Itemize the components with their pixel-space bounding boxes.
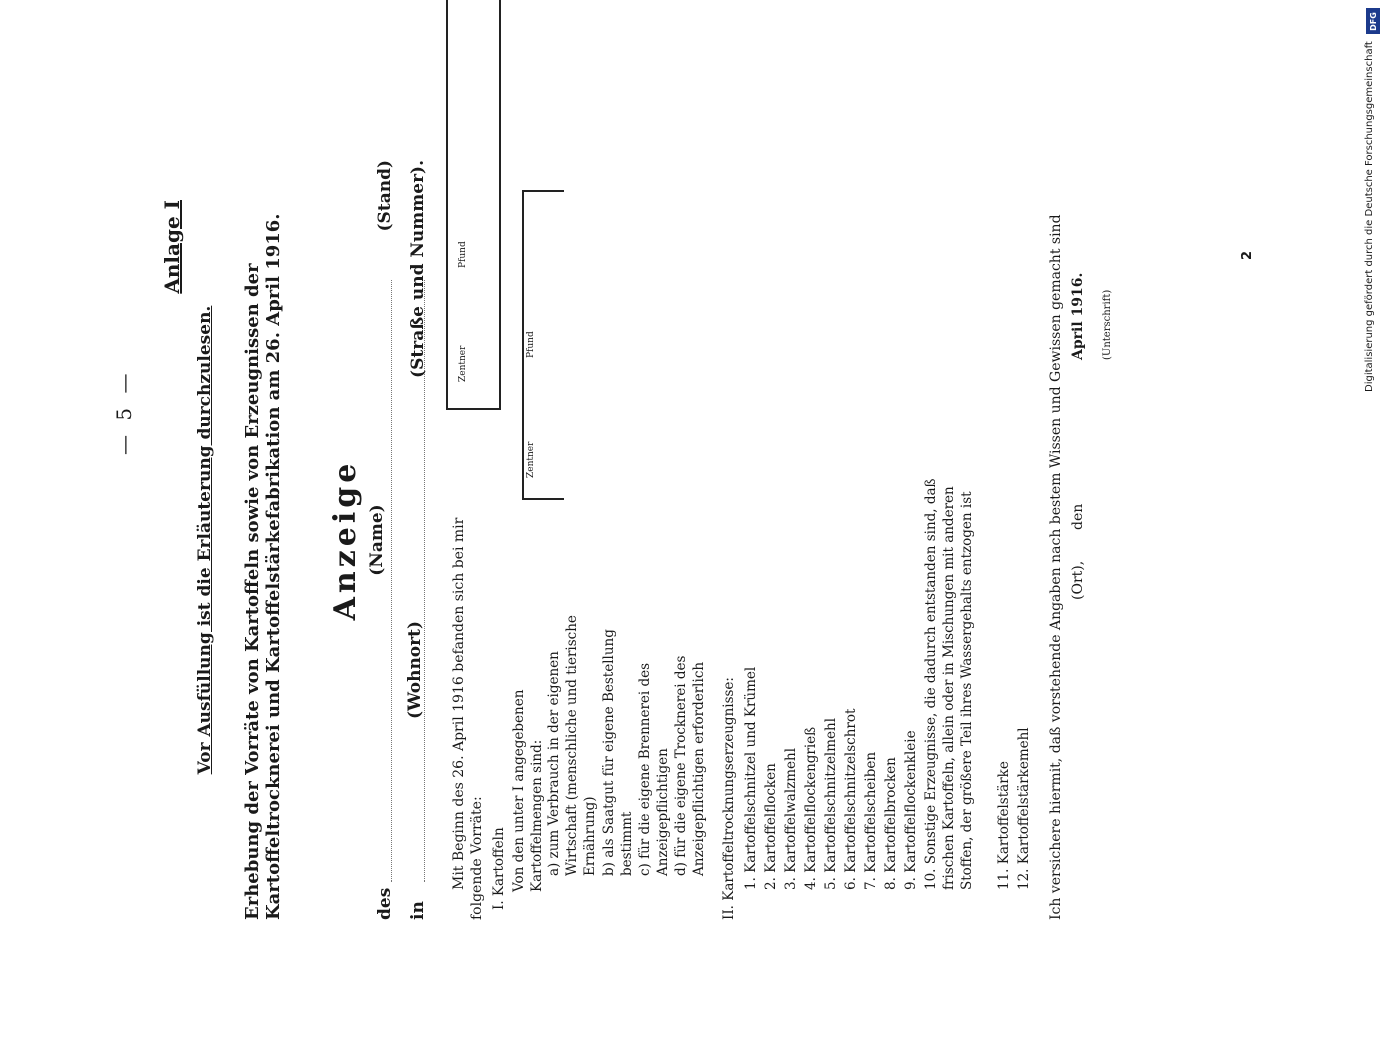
form-title: Anzeige [328,459,363,621]
item-Id: d) für die eigene Trocknerei des Anzeigepflichtigen erforderlich [673,655,707,876]
assurance-text: Ich versichere hiermit, daß vorstehende Angaben nach bestem Wissen und Gewissen gemacht sind [1048,214,1064,920]
section-I: I. Kartoffeln [491,827,507,910]
item-II-10: 10. Sonstige Erzeugnisse, die dadurch entstanden sind, daß frischen Kartoffeln, allein oder in Mischungen mit anderen Stoffen, der größere Teil ihres Wassergehalts entzogen ist [923,478,975,890]
prenote: Vor Ausfüllung ist die Erläuterung durchzulesen. [195,305,215,775]
totals-table: Zentner Pfund [446,0,501,410]
page-number: — 5 — [112,369,136,455]
item-II-1: 1. Kartoffelschnitzel und Krümel [743,666,759,890]
item-Ic: c) für die eigene Brennerei des Anzeigepflichtigen [637,662,671,876]
item-II-6: 6. Kartoffelschnitzelschrot [843,708,859,890]
sheet-mark: 2 [1240,250,1255,260]
intro-text: Mit Beginn des 26. April 1916 befanden sich bei mir folgende Vorräte: [451,517,485,920]
item-II-11: 11. Kartoffelstärke [996,761,1012,890]
item-II-4: 4. Kartoffelflockengrieß [803,726,819,890]
item-II-7: 7. Kartoffelscheiben [863,751,879,890]
annex-label: Anlage I [160,200,184,294]
item-II-5: 5. Kartoffelschnitzelmehl [823,717,839,890]
section-I-note: Von den unter I angegebenen Kartoffelmengen sind: [511,689,545,892]
address-line: in (Wohnort) (Straße und Nummer). [405,160,428,920]
digitization-footer: Digitalisierung gefördert durch die Deutsche Forschungsgemeinschaft [1364,41,1375,392]
date-den: den [1070,503,1086,530]
item-II-2: 2. Kartoffelflocken [763,763,779,890]
form-heading: Erhebung der Vorräte von Kartoffeln sowie von Erzeugnissen der Kartoffeltrocknerei und Kartoffelstärkefabrikation am 26. April 1916. [242,213,284,920]
signature-label: (Unterschrift) [1102,289,1113,360]
place-label: (Ort), [1070,560,1086,600]
item-II-9: 9. Kartoffelflockenkleie [903,730,919,890]
item-II-8: 8. Kartoffelbrocken [883,757,899,890]
date-value: April 1916. [1070,272,1086,360]
form-page [160,160,1170,920]
name-line: des (Name) (Stand) [367,160,395,920]
dfg-logo: DFG [1366,8,1380,34]
item-Ib: b) als Saatgut für eigene Bestellung bestimmt [601,629,635,876]
item-Ia: a) zum Verbrauch in der eigenen Wirtschaft (menschliche und tierische Ernährung) [546,615,598,876]
subitems-table: Zentner Pfund [522,190,564,500]
item-II-3: 3. Kartoffelwalzmehl [783,747,799,890]
item-II-12: 12. Kartoffelstärkemehl [1016,727,1032,890]
section-II: II. Kartoffeltrocknungserzeugnisse: [721,677,737,920]
